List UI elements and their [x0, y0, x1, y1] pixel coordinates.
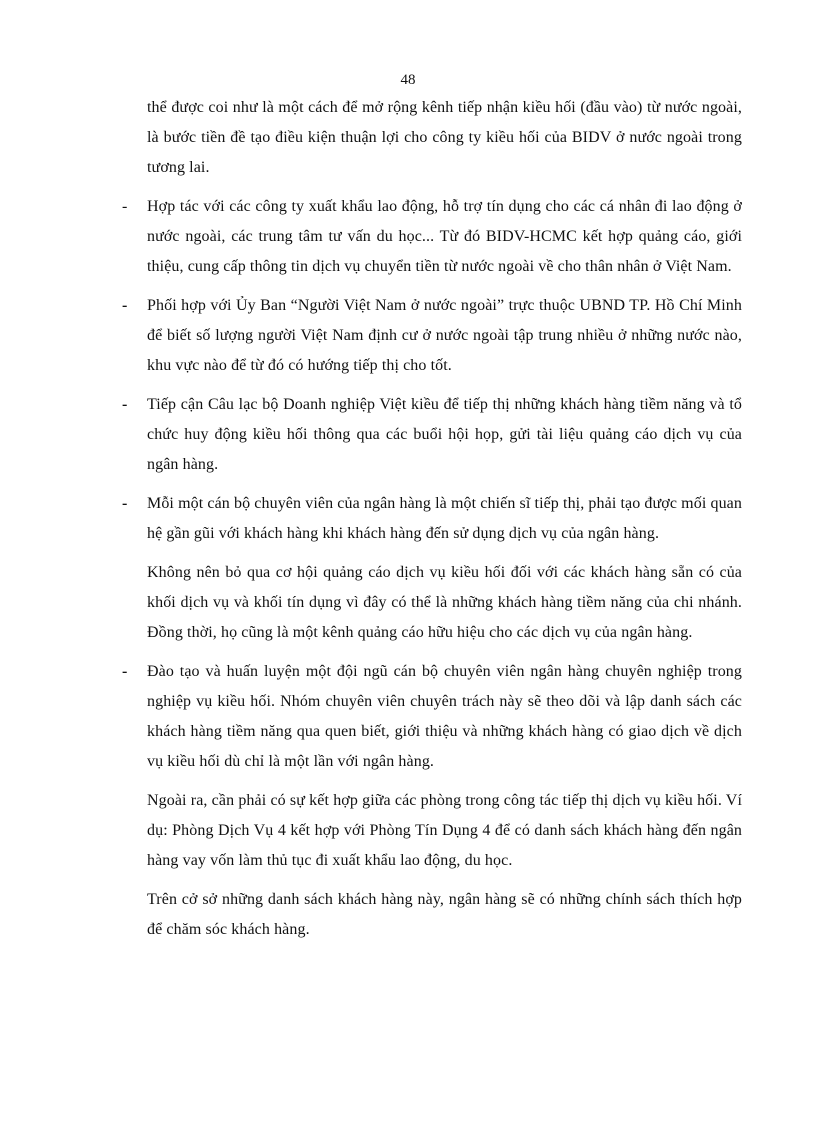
bullet-marker: -: [122, 495, 128, 512]
bullet-text: Mỗi một cán bộ chuyên viên của ngân hàng là một chiến sĩ tiếp thị, phải tạo được mối quan hệ gần gũi với khách hàng khi khách hàng đến sử dụng dịch vụ của ngân hàng.: [147, 495, 742, 542]
bullet-item-business-club: [122, 390, 742, 480]
bullet-marker: -: [122, 663, 128, 680]
bullet-marker: -: [122, 396, 128, 413]
bullet-text: Tiếp cận Câu lạc bộ Doanh nghiệp Việt kiều để tiếp thị những khách hàng tiềm năng và tổ chức huy động kiều hối thông qua các buổi hội họp, gửi tài liệu quảng cáo dịch vụ của ngân hàng.: [147, 396, 742, 473]
bullet-text: Hợp tác với các công ty xuất khẩu lao động, hỗ trợ tín dụng cho các cá nhân đi lao động ở nước ngoài, các trung tâm tư vấn du học... Từ đó BIDV-HCMC kết hợp quảng cáo, giới thiệu, cung cấp thông tin dịch vụ chuyển tiền từ nước ngoài về cho thân nhân ở Việt Nam.: [147, 198, 742, 275]
bullet-item-staff-training: [122, 657, 742, 777]
bullet-marker: -: [122, 198, 128, 215]
paragraph-customer-care: Trên cở sở những danh sách khách hàng này, ngân hàng sẽ có những chính sách thích hợp để chăm sóc khách hàng.: [147, 891, 742, 938]
paragraph-existing-customers: Không nên bỏ qua cơ hội quảng cáo dịch vụ kiều hối đối với các khách hàng sẵn có của khối dịch vụ và khối tín dụng vì đây có thể là những khách hàng tiềm năng của chi nhánh. Đồng thời, họ cũng là một kênh quảng cáo hữu hiệu cho các dịch vụ của ngân hàng.: [147, 564, 742, 641]
bullet-text: Đào tạo và huấn luyện một đội ngũ cán bộ chuyên viên ngân hàng chuyên nghiệp trong nghiệp vụ kiều hối. Nhóm chuyên viên chuyên trách này sẽ theo dõi và lập danh sách các khách hàng tiềm năng qua quen biết, giới thiệu và những khách hàng có giao dịch về dịch vụ kiều hối dù chỉ là một lần với ngân hàng.: [147, 663, 742, 770]
page-number: 48: [400, 72, 416, 88]
paragraph-continuation: thể được coi như là một cách để mở rộng kênh tiếp nhận kiều hối (đầu vào) từ nước ngoài, là bước tiền đề tạo điều kiện thuận lợi cho công ty kiều hối của BIDV ở nước ngoài trong tương lai.: [147, 99, 742, 176]
bullet-item-labor-export: [122, 192, 742, 282]
bullet-item-staff-marketing: [122, 489, 742, 549]
bullet-marker: -: [122, 297, 128, 314]
bullet-text: Phối hợp với Ủy Ban “Người Việt Nam ở nước ngoài” trực thuộc UBND TP. Hồ Chí Minh để biết số lượng người Việt Nam định cư ở nước ngoài tập trung nhiều ở những nước nào, khu vực nào để từ đó có hướng tiếp thị cho tốt.: [147, 297, 742, 374]
paragraph-department-cooperation: Ngoài ra, cần phải có sự kết hợp giữa các phòng trong công tác tiếp thị dịch vụ kiều hối. Ví dụ: Phòng Dịch Vụ 4 kết hợp với Phòng Tín Dụng 4 để có danh sách khách hàng đến ngân hàng vay vốn làm thủ tục đi xuất khẩu lao động, du học.: [147, 792, 742, 869]
page-body: [122, 93, 742, 954]
bullet-item-overseas-committee: [122, 291, 742, 381]
